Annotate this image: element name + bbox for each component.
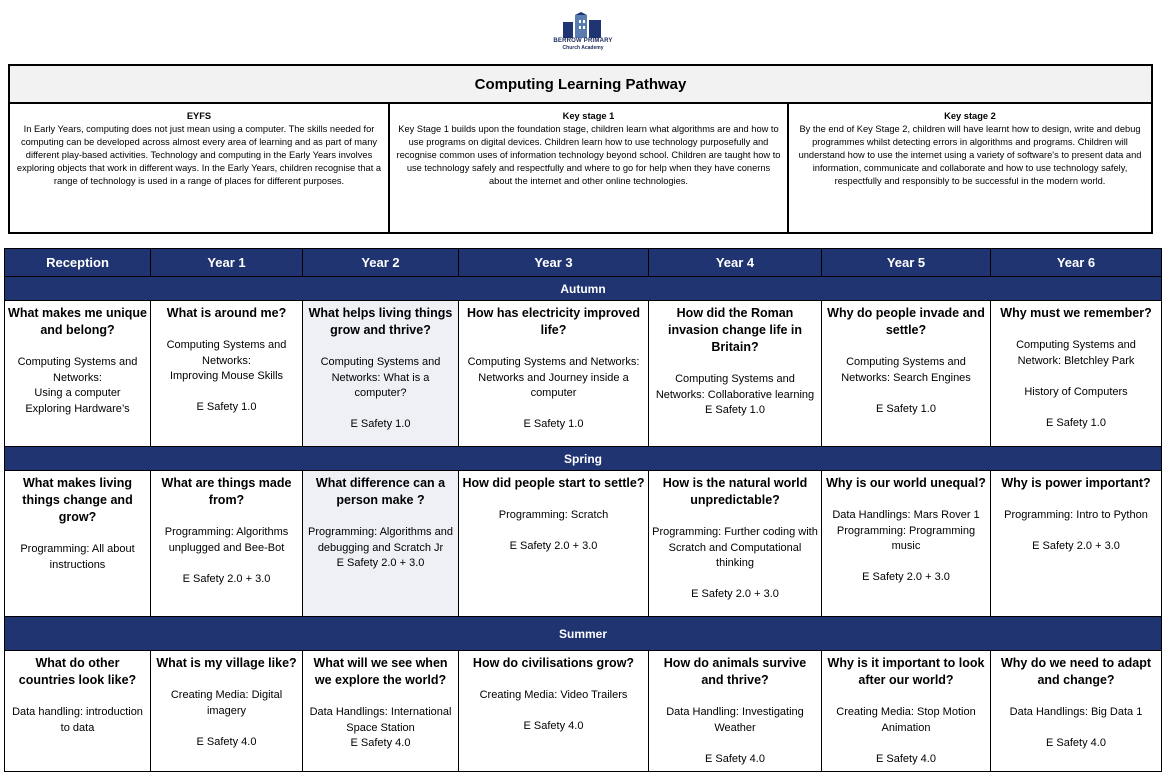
year-header: Year 6 [991, 249, 1162, 277]
topic-question: Why do people invade and settle? [827, 306, 985, 337]
topic-cell [649, 651, 822, 772]
term-header-spring: Spring [5, 447, 1162, 471]
topic-question: What will we see when we explore the world? [313, 656, 448, 687]
intro-text: Key Stage 1 builds upon the foundation stage, children learn what algorithms are and how to use programs on digital devices. Children learn how to use technology purposefully and recognise common uses of information technology beyond school. Children are taught how to use technology safely and respectfully and where to go for help when they have conerns about the internet and other online technologies. [396, 124, 781, 186]
topic-question: Why do we need to adapt and change? [1000, 656, 1151, 687]
topic-cell [5, 301, 151, 447]
term-row-autumn [5, 301, 1162, 447]
year-header: Year 1 [151, 249, 303, 277]
topic-cell [303, 651, 459, 772]
topic-question: What is around me? [166, 306, 287, 320]
intro-ks2 [787, 104, 1151, 234]
topic-content: Programming: Algorithms unplugged and Bee-Bot E Safety 2.0 + 3.0 [164, 526, 289, 585]
year-header: Year 2 [303, 249, 459, 277]
term-header-summer: Summer [5, 617, 1162, 651]
topic-content: Data Handlings: Big Data 1 E Safety 4.0 [1009, 706, 1143, 749]
topic-question: Why is our world unequal? [826, 476, 986, 490]
topic-question: What difference can a person make ? [315, 476, 446, 507]
topic-content: Computing Systems and Networks: What is a computer? E Safety 1.0 [320, 356, 441, 430]
topic-cell [991, 471, 1162, 617]
topic-content: Computing Systems and Networks: Search Engines E Safety 1.0 [841, 356, 971, 415]
topic-question: What do other countries look like? [18, 656, 137, 687]
topic-content: Computing Systems and Networks: Collaborative learning E Safety 1.0 [655, 373, 815, 416]
topic-cell [822, 651, 991, 772]
topic-question: How do animals survive and thrive? [663, 656, 807, 687]
topic-question: Why is power important? [1001, 476, 1151, 490]
topic-question: What helps living things grow and thrive? [308, 306, 453, 337]
topic-question: Why is it important to look after our world? [827, 656, 985, 687]
topic-cell [649, 301, 822, 447]
topic-cell [303, 471, 459, 617]
topic-cell [5, 471, 151, 617]
term-header-autumn: Autumn [5, 277, 1162, 301]
topic-question: How did people start to settle? [462, 476, 645, 490]
term-row-spring [5, 471, 1162, 617]
topic-content: Computing Systems and Networks: Using a computer Exploring Hardware’s [17, 356, 138, 415]
topic-question: How do civilisations grow? [472, 656, 635, 670]
topic-cell [649, 471, 822, 617]
topic-content: Data Handlings: International Space Station E Safety 4.0 [309, 706, 452, 749]
school-logo [548, 12, 618, 56]
topic-content: Programming: Further coding with Scratch and Computational thinking E Safety 2.0 + 3.0 [652, 526, 818, 600]
topic-question: How has electricity improved life? [467, 306, 640, 337]
school-building-icon [561, 12, 605, 38]
intro-eyfs [10, 104, 388, 234]
topic-cell [151, 651, 303, 772]
year-header: Year 3 [459, 249, 649, 277]
intro-ks1 [388, 104, 787, 234]
topic-content: Computing Systems and Networks: Networks and Journey inside a computer E Safety 1.0 [467, 356, 640, 430]
topic-content: Data Handling: Investigating Weather E Safety 4.0 [666, 706, 804, 765]
year-header: Year 5 [822, 249, 991, 277]
topic-content: Programming: All about instructions [20, 543, 135, 571]
topic-question: What is my village like? [156, 656, 297, 670]
year-header-row [5, 249, 1162, 277]
topic-cell [151, 301, 303, 447]
logo-name: BERROW PRIMARY [553, 38, 613, 44]
year-header: Reception [5, 249, 151, 277]
page-title: Computing Learning Pathway [10, 66, 1151, 104]
topic-content: Computing Systems and Network: Bletchley Park History of Computers E Safety 1.0 [1016, 339, 1136, 429]
topic-cell [151, 471, 303, 617]
topic-question: What makes living things change and grow? [22, 476, 133, 524]
topic-cell [459, 301, 649, 447]
topic-content: Data handling: introduction to data [12, 706, 143, 734]
topic-cell [991, 301, 1162, 447]
topic-question: What makes me unique and belong? [8, 306, 147, 337]
topic-question: What are things made from? [161, 476, 292, 507]
intro-heading: Key stage 1 [562, 111, 615, 121]
topic-content: Programming: Algorithms and debugging and Scratch Jr E Safety 2.0 + 3.0 [308, 526, 453, 569]
topic-cell [822, 301, 991, 447]
topic-content: Creating Media: Video Trailers E Safety 4.0 [479, 689, 628, 732]
topic-content: Programming: Scratch E Safety 2.0 + 3.0 [498, 509, 609, 552]
intro-text: In Early Years, computing does not just mean using a computer. The skills needed for computing can be developed across almost every area of learning and as part of many different play-based activities. Technology and computing in the Early Years involves exploring objects that work in different ways. In the Early Years, children recognise that a range of technology is used in a range of places for different purposes. [16, 124, 382, 186]
topic-cell [5, 651, 151, 772]
topic-content: Data Handlings: Mars Rover 1 Programming: Programming music E Safety 2.0 + 3.0 [832, 509, 980, 583]
topic-cell [459, 651, 649, 772]
topic-cell [303, 301, 459, 447]
intro-heading: Key stage 2 [944, 111, 996, 121]
topic-content: Programming: Intro to Python E Safety 2.0 + 3.0 [1004, 509, 1148, 552]
logo-subtitle: Church Academy [562, 45, 604, 51]
intro-heading: EYFS [186, 111, 212, 121]
topic-cell [991, 651, 1162, 772]
pathway-table [4, 248, 1162, 772]
topic-cell [459, 471, 649, 617]
topic-question: Why must we remember? [1000, 306, 1152, 320]
topic-question: How did the Roman invasion change life in Britain? [667, 306, 803, 354]
topic-cell [822, 471, 991, 617]
intro-text: By the end of Key Stage 2, children will have learnt how to design, write and debug programmes whilst detecting errors in algorithms and programs. Children will understand how to use the internet using a variety of software's to present data and information, communicate and collaborate and how to use technology safely, respectfully and responsibly to be successful in the modern world. [798, 124, 1142, 186]
intro-box [8, 64, 1153, 234]
topic-content: Creating Media: Stop Motion Animation E Safety 4.0 [836, 706, 976, 765]
topic-question: How is the natural world unpredictable? [662, 476, 808, 507]
year-header: Year 4 [649, 249, 822, 277]
term-row-summer [5, 651, 1162, 772]
topic-content: Computing Systems and Networks: Improving Mouse Skills E Safety 1.0 [166, 339, 287, 413]
topic-content: Creating Media: Digital imagery E Safety 4.0 [170, 689, 283, 748]
